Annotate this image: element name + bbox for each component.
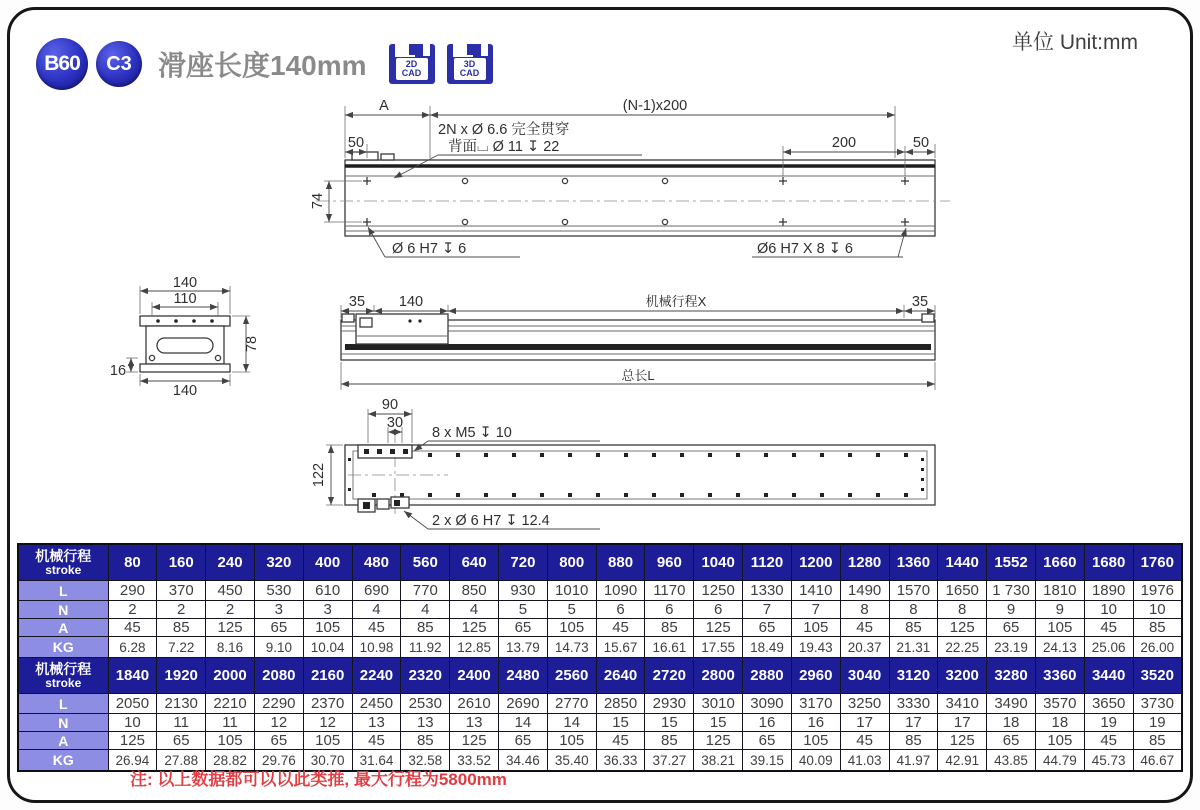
callout-dowel-left: Ø 6 H7 ↧ 6 <box>392 241 467 257</box>
value-cell: 5 <box>499 601 548 619</box>
value-cell: 13 <box>450 714 499 732</box>
value-cell: 1410 <box>791 581 840 601</box>
value-cell: 18 <box>1035 714 1084 732</box>
bottom-view <box>311 397 935 529</box>
stroke-value-cell: 80 <box>108 544 157 581</box>
value-cell: 3010 <box>694 694 743 714</box>
value-cell: 3730 <box>1133 694 1182 714</box>
stroke-value-cell: 320 <box>254 544 303 581</box>
stroke-value-cell: 3120 <box>889 658 938 694</box>
value-cell: 3650 <box>1084 694 1133 714</box>
dim-16: 16 <box>109 363 127 379</box>
stroke-header-row <box>18 544 1182 581</box>
value-cell: 7.22 <box>157 637 206 658</box>
value-cell: 2130 <box>157 694 206 714</box>
value-cell: 3570 <box>1035 694 1084 714</box>
value-cell: 45 <box>1084 619 1133 637</box>
value-cell: 37.27 <box>645 750 694 772</box>
cad-3d-line1: 3D <box>463 59 476 69</box>
value-cell: 6 <box>645 601 694 619</box>
value-cell: 12.85 <box>450 637 499 658</box>
value-cell: 34.46 <box>499 750 548 772</box>
value-cell: 3410 <box>938 694 987 714</box>
stroke-value-cell: 1280 <box>840 544 889 581</box>
stroke-value-cell: 2000 <box>206 658 255 694</box>
value-cell: 19.43 <box>791 637 840 658</box>
dim-50-right: 50 <box>912 135 930 151</box>
value-cell: 8 <box>938 601 987 619</box>
value-cell: 2050 <box>108 694 157 714</box>
unit-label: 单位 Unit:mm <box>1012 31 1138 54</box>
value-cell: 125 <box>450 732 499 750</box>
value-cell: 18 <box>987 714 1036 732</box>
value-cell: 8.16 <box>206 637 255 658</box>
plan-view <box>310 98 950 257</box>
model-badge: B60 <box>36 38 88 90</box>
row-label-cell: N <box>18 714 108 732</box>
value-cell: 27.88 <box>157 750 206 772</box>
stroke-header-row <box>18 658 1182 694</box>
value-cell: 2850 <box>596 694 645 714</box>
value-cell: 6.28 <box>108 637 157 658</box>
value-cell: 30.70 <box>303 750 352 772</box>
cad-3d-label <box>454 58 486 80</box>
row-label-cell: L <box>18 694 108 714</box>
value-cell: 5 <box>547 601 596 619</box>
callout-dowel-right: Ø6 H7 X 8 ↧ 6 <box>757 241 853 257</box>
value-cell: 65 <box>743 732 792 750</box>
stroke-header-zh: 机械行程 <box>35 661 92 677</box>
dim-50-left: 50 <box>347 135 365 151</box>
value-cell: 85 <box>401 619 450 637</box>
value-cell: 7 <box>791 601 840 619</box>
dim-110: 110 <box>173 291 197 307</box>
value-cell: 29.76 <box>254 750 303 772</box>
value-cell: 530 <box>254 581 303 601</box>
value-cell: 85 <box>889 619 938 637</box>
value-cell: 12 <box>254 714 303 732</box>
value-cell: 43.85 <box>987 750 1036 772</box>
value-cell: 45 <box>1084 732 1133 750</box>
stroke-value-cell: 1440 <box>938 544 987 581</box>
stroke-value-cell: 2560 <box>547 658 596 694</box>
value-cell: 105 <box>547 732 596 750</box>
value-cell: 45 <box>840 619 889 637</box>
stroke-value-cell: 2800 <box>694 658 743 694</box>
value-cell: 44.79 <box>1035 750 1084 772</box>
callout-through-hole: 2N x Ø 6.6 完全贯穿 <box>438 122 570 138</box>
row-label-cell: KG <box>18 637 108 658</box>
cad-2d-line2: CAD <box>401 68 422 78</box>
stroke-value-cell: 1360 <box>889 544 938 581</box>
value-cell: 1090 <box>596 581 645 601</box>
spec-row-N <box>18 601 1182 619</box>
stroke-value-cell: 560 <box>401 544 450 581</box>
value-cell: 125 <box>206 619 255 637</box>
side-view <box>341 294 935 390</box>
stroke-value-cell: 400 <box>303 544 352 581</box>
value-cell: 16 <box>791 714 840 732</box>
value-cell: 2690 <box>499 694 548 714</box>
spec-row-KG <box>18 637 1182 658</box>
value-cell: 125 <box>694 732 743 750</box>
value-cell: 16 <box>743 714 792 732</box>
stroke-value-cell: 880 <box>596 544 645 581</box>
value-cell: 3 <box>303 601 352 619</box>
value-cell: 28.82 <box>206 750 255 772</box>
value-cell: 105 <box>791 732 840 750</box>
dim-78: 78 <box>244 335 260 353</box>
value-cell: 3330 <box>889 694 938 714</box>
row-label-cell: L <box>18 581 108 601</box>
stroke-header-en: stroke <box>45 563 82 577</box>
value-cell: 65 <box>987 732 1036 750</box>
value-cell: 31.64 <box>352 750 401 772</box>
value-cell: 20.37 <box>840 637 889 658</box>
value-cell: 13.79 <box>499 637 548 658</box>
value-cell: 17 <box>889 714 938 732</box>
value-cell: 3 <box>254 601 303 619</box>
stroke-value-cell: 3520 <box>1133 658 1182 694</box>
value-cell: 41.97 <box>889 750 938 772</box>
stroke-value-cell: 960 <box>645 544 694 581</box>
value-cell: 45 <box>352 732 401 750</box>
value-cell: 38.21 <box>694 750 743 772</box>
value-cell: 2770 <box>547 694 596 714</box>
callout-m5: 8 x M5 ↧ 10 <box>432 425 512 441</box>
value-cell: 39.15 <box>743 750 792 772</box>
value-cell: 9.10 <box>254 637 303 658</box>
value-cell: 2370 <box>303 694 352 714</box>
stroke-value-cell: 2880 <box>743 658 792 694</box>
stroke-value-cell: 1680 <box>1084 544 1133 581</box>
value-cell: 4 <box>401 601 450 619</box>
stroke-value-cell: 2400 <box>450 658 499 694</box>
value-cell: 2530 <box>401 694 450 714</box>
value-cell: 2610 <box>450 694 499 714</box>
row-label-cell: N <box>18 601 108 619</box>
value-cell: 770 <box>401 581 450 601</box>
value-cell: 2 <box>206 601 255 619</box>
value-cell: 15.67 <box>596 637 645 658</box>
stroke-value-cell: 1920 <box>157 658 206 694</box>
value-cell: 105 <box>791 619 840 637</box>
value-cell: 13 <box>352 714 401 732</box>
value-cell: 1490 <box>840 581 889 601</box>
value-cell: 125 <box>694 619 743 637</box>
value-cell: 41.03 <box>840 750 889 772</box>
stroke-value-cell: 3440 <box>1084 658 1133 694</box>
value-cell: 22.25 <box>938 637 987 658</box>
stroke-value-cell: 2640 <box>596 658 645 694</box>
sheet-header <box>36 38 493 90</box>
value-cell: 1250 <box>694 581 743 601</box>
value-cell: 1010 <box>547 581 596 601</box>
value-cell: 40.09 <box>791 750 840 772</box>
value-cell: 4 <box>450 601 499 619</box>
value-cell: 1330 <box>743 581 792 601</box>
value-cell: 85 <box>645 619 694 637</box>
end-view <box>110 275 260 399</box>
value-cell: 35.40 <box>547 750 596 772</box>
stroke-value-cell: 2080 <box>254 658 303 694</box>
value-cell: 10 <box>1084 601 1133 619</box>
value-cell: 26.00 <box>1133 637 1182 658</box>
value-cell: 1 730 <box>987 581 1036 601</box>
value-cell: 3170 <box>791 694 840 714</box>
value-cell: 15 <box>694 714 743 732</box>
value-cell: 45.73 <box>1084 750 1133 772</box>
value-cell: 19 <box>1084 714 1133 732</box>
value-cell: 85 <box>1133 732 1182 750</box>
value-cell: 36.33 <box>596 750 645 772</box>
value-cell: 125 <box>450 619 499 637</box>
stroke-value-cell: 3360 <box>1035 658 1084 694</box>
value-cell: 10.98 <box>352 637 401 658</box>
stroke-value-cell: 3200 <box>938 658 987 694</box>
value-cell: 1810 <box>1035 581 1084 601</box>
value-cell: 85 <box>401 732 450 750</box>
row-label-cell: KG <box>18 750 108 772</box>
stroke-value-cell: 1760 <box>1133 544 1182 581</box>
stroke-value-cell: 240 <box>206 544 255 581</box>
value-cell: 85 <box>1133 619 1182 637</box>
page-title: 滑座长度140mm <box>158 50 367 81</box>
value-cell: 19 <box>1133 714 1182 732</box>
stroke-value-cell: 1200 <box>791 544 840 581</box>
value-cell: 2210 <box>206 694 255 714</box>
value-cell: 1650 <box>938 581 987 601</box>
stroke-value-cell: 640 <box>450 544 499 581</box>
stroke-value-cell: 1040 <box>694 544 743 581</box>
value-cell: 9 <box>987 601 1036 619</box>
label-total-length: 总长L <box>621 368 655 383</box>
value-cell: 1890 <box>1084 581 1133 601</box>
cad-2d-icon[interactable] <box>389 44 435 84</box>
value-cell: 2450 <box>352 694 401 714</box>
cad-downloads <box>389 44 493 84</box>
value-cell: 65 <box>743 619 792 637</box>
value-cell: 450 <box>206 581 255 601</box>
stroke-header-cell <box>18 544 108 581</box>
value-cell: 2290 <box>254 694 303 714</box>
value-cell: 8 <box>840 601 889 619</box>
stroke-value-cell: 1552 <box>987 544 1036 581</box>
value-cell: 105 <box>1035 619 1084 637</box>
dim-74: 74 <box>310 192 326 210</box>
value-cell: 4 <box>352 601 401 619</box>
value-cell: 7 <box>743 601 792 619</box>
callout-dowel-pins: 2 x Ø 6 H7 ↧ 12.4 <box>432 513 550 529</box>
value-cell: 125 <box>108 732 157 750</box>
spec-row-A <box>18 619 1182 637</box>
spec-row-A <box>18 732 1182 750</box>
value-cell: 3490 <box>987 694 1036 714</box>
stroke-value-cell: 720 <box>499 544 548 581</box>
stroke-value-cell: 2720 <box>645 658 694 694</box>
spec-table <box>17 543 1183 772</box>
dim-140-top: 140 <box>172 275 198 291</box>
row-label-cell: A <box>18 619 108 637</box>
value-cell: 32.58 <box>401 750 450 772</box>
stroke-value-cell: 3280 <box>987 658 1036 694</box>
floppy-slot <box>467 44 473 55</box>
value-cell: 23.19 <box>987 637 1036 658</box>
dim-90: 90 <box>381 397 399 413</box>
value-cell: 370 <box>157 581 206 601</box>
value-cell: 26.94 <box>108 750 157 772</box>
value-cell: 1170 <box>645 581 694 601</box>
dim-section-a: A <box>379 98 389 114</box>
footnote: 注: 以上数据都可以以此类推, 最大行程为5800mm <box>130 770 507 789</box>
value-cell: 85 <box>157 619 206 637</box>
value-cell: 125 <box>938 619 987 637</box>
stroke-value-cell: 2480 <box>499 658 548 694</box>
value-cell: 15 <box>596 714 645 732</box>
value-cell: 2 <box>157 601 206 619</box>
floppy-notch <box>481 44 488 56</box>
value-cell: 14 <box>499 714 548 732</box>
cad-2d-label <box>396 58 428 80</box>
row-label-cell: A <box>18 732 108 750</box>
cad-2d-line1: 2D <box>405 59 418 69</box>
value-cell: 14.73 <box>547 637 596 658</box>
stroke-value-cell: 3040 <box>840 658 889 694</box>
value-cell: 65 <box>254 619 303 637</box>
value-cell: 6 <box>596 601 645 619</box>
value-cell: 33.52 <box>450 750 499 772</box>
dim-pitch-span: (N-1)x200 <box>622 98 688 114</box>
stroke-header-en: stroke <box>45 676 82 690</box>
value-cell: 105 <box>1035 732 1084 750</box>
value-cell: 930 <box>499 581 548 601</box>
value-cell: 12 <box>303 714 352 732</box>
stroke-value-cell: 1120 <box>743 544 792 581</box>
cad-3d-line2: CAD <box>459 68 480 78</box>
stroke-value-cell: 2240 <box>352 658 401 694</box>
value-cell: 15 <box>645 714 694 732</box>
value-cell: 8 <box>889 601 938 619</box>
stroke-value-cell: 160 <box>157 544 206 581</box>
label-mech-stroke: 机械行程X <box>645 294 707 309</box>
value-cell: 65 <box>987 619 1036 637</box>
value-cell: 105 <box>206 732 255 750</box>
dim-122: 122 <box>311 462 327 488</box>
dim-30: 30 <box>386 415 404 431</box>
floppy-slot <box>409 44 415 55</box>
value-cell: 24.13 <box>1035 637 1084 658</box>
spec-row-L <box>18 694 1182 714</box>
grade-badge: C3 <box>96 41 142 87</box>
value-cell: 290 <box>108 581 157 601</box>
stroke-value-cell: 2160 <box>303 658 352 694</box>
spec-row-N <box>18 714 1182 732</box>
floppy-notch <box>423 44 430 56</box>
value-cell: 10 <box>1133 601 1182 619</box>
value-cell: 11.92 <box>401 637 450 658</box>
value-cell: 45 <box>840 732 889 750</box>
value-cell: 17 <box>840 714 889 732</box>
stroke-header-cell <box>18 658 108 694</box>
cad-3d-icon[interactable] <box>447 44 493 84</box>
value-cell: 9 <box>1035 601 1084 619</box>
callout-counterbore: 背面⌴ Ø 11 ↧ 22 <box>448 139 560 155</box>
value-cell: 690 <box>352 581 401 601</box>
value-cell: 21.31 <box>889 637 938 658</box>
spec-row-L <box>18 581 1182 601</box>
stroke-value-cell: 1840 <box>108 658 157 694</box>
value-cell: 16.61 <box>645 637 694 658</box>
dim-200: 200 <box>831 135 857 151</box>
value-cell: 14 <box>547 714 596 732</box>
value-cell: 45 <box>352 619 401 637</box>
dim-35-left: 35 <box>348 294 366 310</box>
value-cell: 125 <box>938 732 987 750</box>
value-cell: 6 <box>694 601 743 619</box>
value-cell: 850 <box>450 581 499 601</box>
value-cell: 46.67 <box>1133 750 1182 772</box>
value-cell: 17 <box>938 714 987 732</box>
value-cell: 25.06 <box>1084 637 1133 658</box>
value-cell: 1976 <box>1133 581 1182 601</box>
value-cell: 105 <box>547 619 596 637</box>
value-cell: 10 <box>108 714 157 732</box>
value-cell: 3250 <box>840 694 889 714</box>
value-cell: 2 <box>108 601 157 619</box>
value-cell: 105 <box>303 619 352 637</box>
stroke-value-cell: 800 <box>547 544 596 581</box>
value-cell: 45 <box>596 619 645 637</box>
value-cell: 45 <box>596 732 645 750</box>
value-cell: 105 <box>303 732 352 750</box>
value-cell: 13 <box>401 714 450 732</box>
value-cell: 18.49 <box>743 637 792 658</box>
stroke-value-cell: 2960 <box>791 658 840 694</box>
value-cell: 42.91 <box>938 750 987 772</box>
value-cell: 65 <box>254 732 303 750</box>
stroke-value-cell: 1660 <box>1035 544 1084 581</box>
value-cell: 85 <box>889 732 938 750</box>
value-cell: 17.55 <box>694 637 743 658</box>
dim-140-bottom: 140 <box>172 383 198 399</box>
value-cell: 11 <box>206 714 255 732</box>
stroke-value-cell: 480 <box>352 544 401 581</box>
value-cell: 610 <box>303 581 352 601</box>
value-cell: 45 <box>108 619 157 637</box>
value-cell: 2930 <box>645 694 694 714</box>
value-cell: 3090 <box>743 694 792 714</box>
dim-140-carriage: 140 <box>398 294 424 310</box>
value-cell: 65 <box>157 732 206 750</box>
dim-35-right: 35 <box>911 294 929 310</box>
value-cell: 10.04 <box>303 637 352 658</box>
stroke-header-zh: 机械行程 <box>35 548 92 564</box>
spec-table-body <box>18 544 1182 771</box>
value-cell: 1570 <box>889 581 938 601</box>
stroke-value-cell: 2320 <box>401 658 450 694</box>
value-cell: 11 <box>157 714 206 732</box>
value-cell: 85 <box>645 732 694 750</box>
value-cell: 65 <box>499 619 548 637</box>
value-cell: 65 <box>499 732 548 750</box>
